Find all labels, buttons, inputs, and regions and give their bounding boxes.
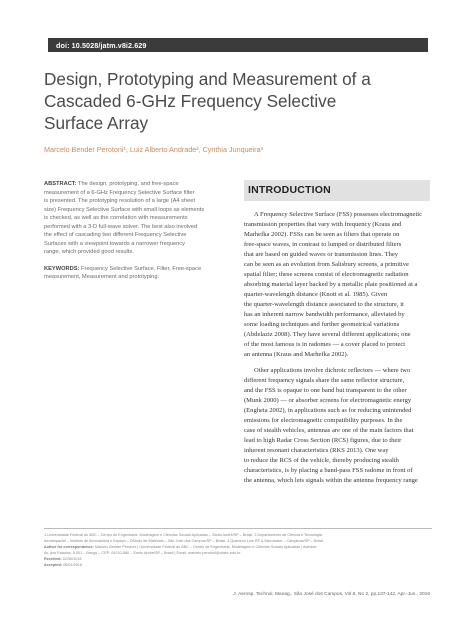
keywords-line-text: Frequency Selective Surface, Filter, Free-space xyxy=(80,265,202,272)
body-line: transmission properties that vary with frequency (Kraus and xyxy=(244,221,402,228)
body-line: different frequency signals share the same reflector structure, xyxy=(244,377,405,384)
body-line: some loading techniques and further geometrical variations xyxy=(244,321,400,328)
body-line: to reduce the RCS of the vehicle, thereby producing stealth xyxy=(244,457,399,464)
intro-body xyxy=(244,210,432,486)
abstract-line: is checked, as well as the correlation with measurements xyxy=(44,215,188,221)
doi-text[interactable]: doi: 10.5028/jatm.v8i2.629 xyxy=(56,40,147,50)
body-line: quarter-wavelength distance (Knott et al. 1985). Given xyxy=(244,291,388,298)
keywords-line: measurement, Measurement and prototyping. xyxy=(44,274,160,280)
footnote-line: Av. dos Estados, 5.001 – Bangu – CEP: 09210-580 – Santo André/SP – Brasil | Email: marcelo.perotoni@ufabc.edu.br xyxy=(44,551,241,555)
body-line: the quarter-wavelength distance associated to the structure, it xyxy=(244,301,404,308)
received-label: Received: xyxy=(44,557,62,561)
abstract-body xyxy=(44,180,234,257)
body-line: absorbing material layer backed by a metallic plate positioned at a xyxy=(244,281,418,288)
journal-footer: J. Aerosp. Technol. Manag., São José dos Campos, Vol.8, No 2, pp.137-142, Apr.-Jun., 2016 xyxy=(233,592,430,597)
body-line: emissions for electromagnetic compatibility purposes. In the xyxy=(244,417,403,424)
body-line: inherent resonant characteristics (RKS 2013). One way xyxy=(244,447,389,454)
body-line: characteristics, is by placing a band-pass FSS radome in front of xyxy=(244,467,413,474)
body-line: (Engheta 2002), in applications such as for reducing unintended xyxy=(244,407,412,414)
doi-bar xyxy=(48,38,428,52)
abstract-line: performed with a 3-D full-wave solver. The best also involved xyxy=(44,223,198,230)
accepted-date: 05/01/2016 xyxy=(63,563,82,567)
body-line: has an inherent narrow bandwidth performance, alleviated by xyxy=(244,311,405,318)
body-line: can be seen as an evolution from Salisbury screens, a primitive xyxy=(244,261,409,268)
abstract xyxy=(44,180,234,282)
keywords xyxy=(44,265,234,282)
intro-paragraph-2 xyxy=(244,366,432,486)
footnote-line: Aeroespacial – Instituto de Aeronáutica e Espaço – Divisão de Materiais – São José dos Campos/SP – Brasil. 3.Quantum Line RF & Microwave – Campinas/SP – Brasil. xyxy=(44,539,325,543)
intro-heading-box xyxy=(244,180,430,201)
keywords-label: KEYWORDS: xyxy=(44,265,80,272)
footnote-divider xyxy=(44,528,432,529)
intro-heading: INTRODUCTION xyxy=(248,184,331,196)
accepted-label: Accepted: xyxy=(44,563,63,567)
abstract-line xyxy=(44,180,234,189)
body-line: an antenna (Kraus and Marhefka 2002). xyxy=(244,351,349,358)
body-line: case of stealth vehicles, antennas are one of the main factors that xyxy=(244,427,414,434)
author-correspondence-text: Marcelo Bender Perotoni | Universidade Federal do ABC – Centro de Engenharia, Modelagem e Ciências Sociais Aplicadas | Avenida xyxy=(94,545,317,549)
body-line: free-space waves, in contrast to lumped or distributed filters xyxy=(244,241,402,248)
abstract-line: range, which provided good results. xyxy=(44,249,134,255)
body-line: and the FSS is opaque to one band but transparent to the other xyxy=(244,387,407,394)
title-line: Cascaded 6-GHz Frequency Selective xyxy=(44,91,337,111)
intro-paragraph-1 xyxy=(244,210,432,360)
authors: Marcelo Bender Perotoni¹, Luiz Alberto Andrade², Cynthia Junqueira³ xyxy=(44,145,263,154)
keywords-line xyxy=(44,265,234,274)
abstract-line: size) Frequency Selective Surface with small loops as elements xyxy=(44,206,205,213)
title-line: Surface Array xyxy=(44,113,149,133)
author-correspondence-label: Author for correspondence: xyxy=(44,545,94,549)
abstract-line: measurement of a 6-GHz Frequency Selective Surface filter xyxy=(44,189,195,196)
body-line: Other applications involve dichroic reflectors — where two xyxy=(254,367,411,374)
title-line: Design, Prototyping and Measurement of a xyxy=(44,69,371,89)
abstract-line: is presented. The prototyping resolution of a large (A4 sheet xyxy=(44,198,196,204)
footnotes xyxy=(44,532,434,568)
body-line: of the most famous is in radomes — a cover placed to protect xyxy=(244,341,406,348)
received-date: 02/30/2016 xyxy=(62,557,82,561)
abstract-line: Surfaces with a viewpoint towards a narrower frequency xyxy=(44,240,185,247)
body-line: (Munk 2000) — or absorber screens for electromagnetic energy xyxy=(244,397,412,404)
body-line: A Frequency Selective Surface (FSS) possesses electromagnetic xyxy=(254,211,422,218)
body-line: the antenna, which lets signals within the antenna frequency range xyxy=(244,477,418,484)
body-line: that are based on guided waves or transmission lines. They xyxy=(244,251,399,258)
accepted-line xyxy=(44,562,434,568)
paper-title xyxy=(44,68,444,134)
footnote-line: 1.Universidade Federal do ABC – Centro de Engenharia, Modelagem e Ciências Sociais Aplicadas – Santo André/SP – Brasil. 2.Departamento de Ciência e Tecnologia xyxy=(44,533,322,537)
body-line: spatial filter; these screens consist of electromagnetic radiation xyxy=(244,271,409,278)
abstract-label: ABSTRACT: xyxy=(44,181,77,187)
body-line: lead to high Radar Cross Section (RCS) figures, due to their xyxy=(244,437,402,444)
abstract-line: the effect of cascading two different Frequency Selective xyxy=(44,232,187,238)
abstract-line-text: The design, prototyping, and free-space xyxy=(78,181,179,187)
body-line: Marhefka 2002). FSSs can be seen as filters that operate on xyxy=(244,231,400,238)
body-line: (Abdelaziz 2008). They have several different applications; one xyxy=(244,331,411,338)
